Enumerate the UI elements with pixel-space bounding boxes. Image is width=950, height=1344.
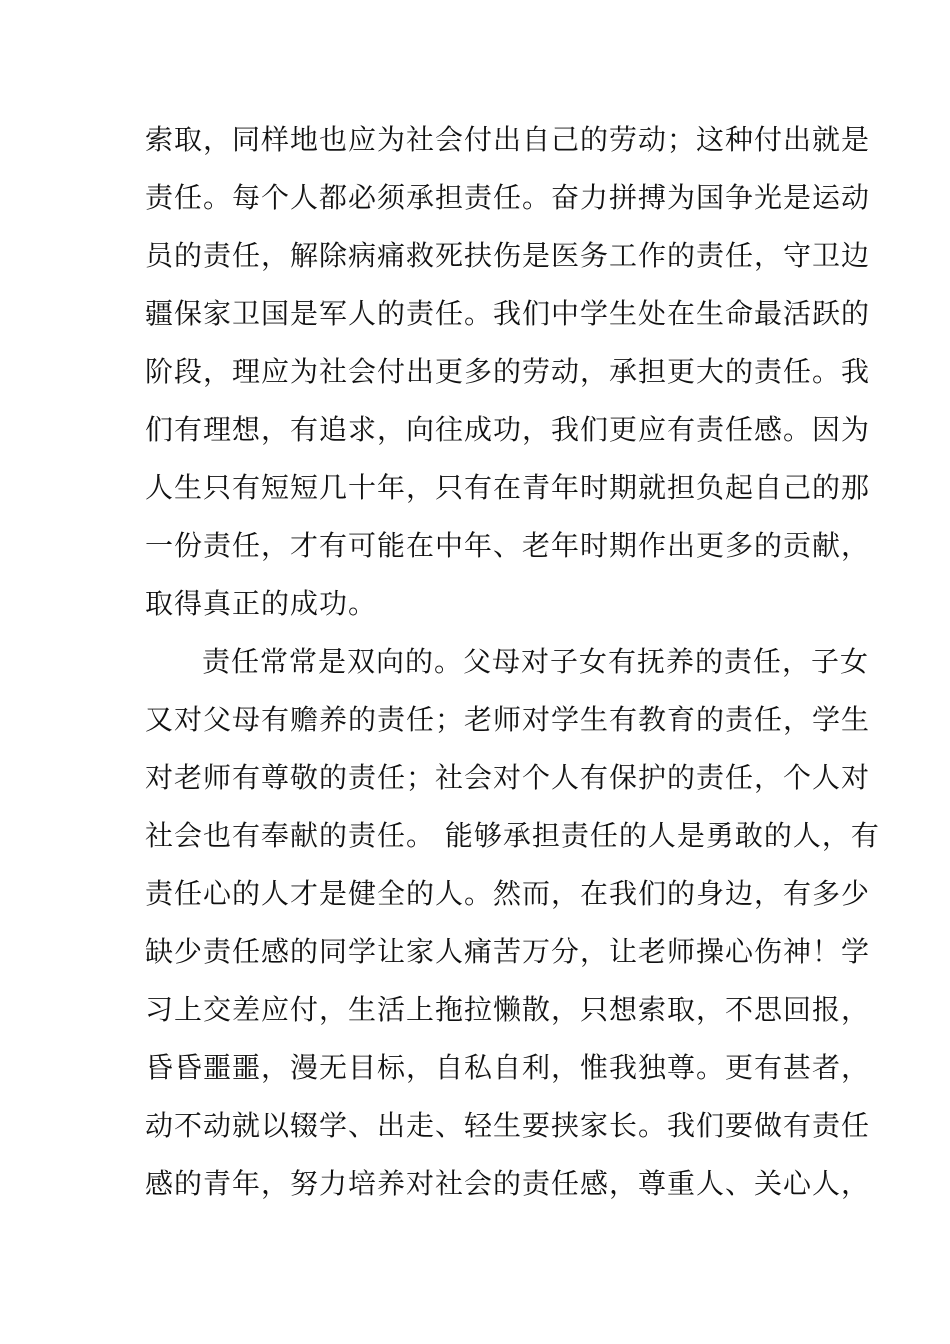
text-line-1: 索取，同样地也应为社会付出自己的劳动；这种付出就是: [145, 123, 871, 156]
text-line-3: 员的责任，解除病痛救死扶伤是医务工作的责任，守卫边: [145, 239, 871, 272]
text-line-7: 人生只有短短几十年，只有在青年时期就担负起自己的那: [145, 471, 871, 504]
text-line-9: 取得真正的成功。: [145, 587, 378, 620]
text-line-11: 又对父母有赡养的责任；老师对学生有教育的责任，学生: [145, 703, 871, 736]
text-line-12: 对老师有尊敬的责任；社会对个人有保护的责任，个人对: [145, 761, 871, 794]
text-line-6: 们有理想，有追求，向往成功，我们更应有责任感。因为: [145, 413, 871, 446]
text-line-16: 习上交差应付，生活上拖拉懒散，只想索取，不思回报，: [145, 993, 871, 1026]
text-line-4: 疆保家卫国是军人的责任。我们中学生处在生命最活跃的: [145, 297, 871, 330]
text-line-2: 责任。每个人都必须承担责任。奋力拼搏为国争光是运动: [145, 181, 871, 214]
paragraph-2-first-line: 责任常常是双向的。父母对子女有抚养的责任，子女: [202, 645, 870, 678]
text-line-17: 昏昏噩噩，漫无目标，自私自利，惟我独尊。更有甚者，: [145, 1051, 871, 1084]
text-line-19: 感的青年，努力培养对社会的责任感，尊重人、关心人，: [145, 1167, 871, 1200]
text-line-18: 动不动就以辍学、出走、轻生要挟家长。我们要做有责任: [145, 1109, 871, 1142]
text-line-13: 社会也有奉献的责任。 能够承担责任的人是勇敢的人，有: [145, 819, 880, 852]
text-line-15: 缺少责任感的同学让家人痛苦万分，让老师操心伤神！学: [145, 935, 871, 968]
text-line-14: 责任心的人才是健全的人。然而，在我们的身边，有多少: [145, 877, 871, 910]
text-line-5: 阶段，理应为社会付出更多的劳动，承担更大的责任。我: [145, 355, 871, 388]
text-line-8: 一份责任，才有可能在中年、老年时期作出更多的贡献，: [145, 529, 871, 562]
